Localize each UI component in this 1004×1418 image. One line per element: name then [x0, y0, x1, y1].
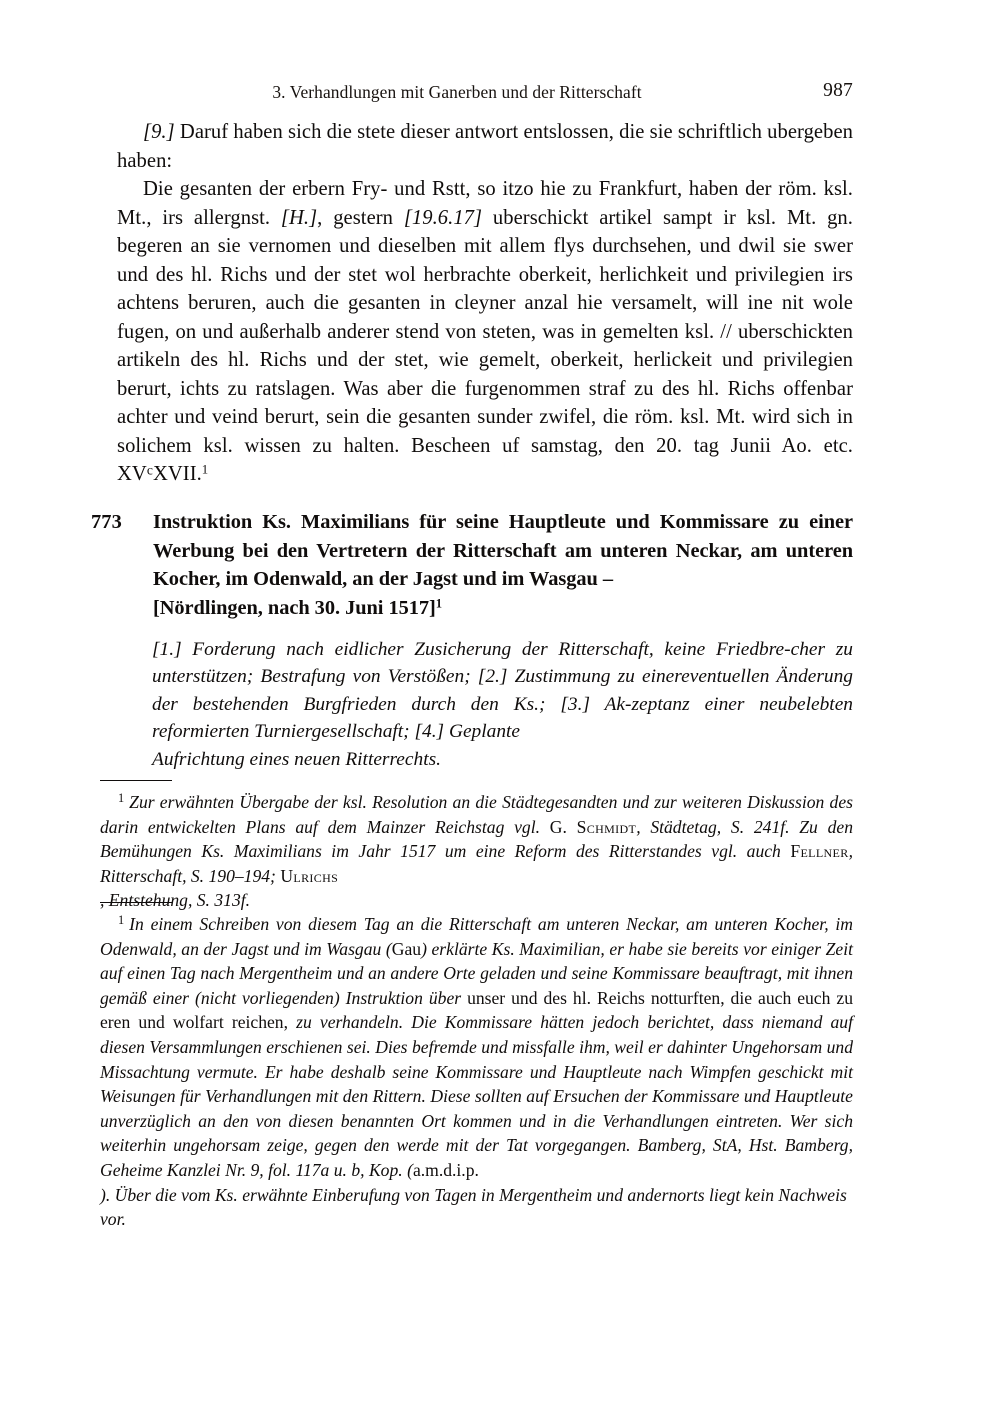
entry-title-line-2: einer Werbung bei den Vertretern der Ritterschaft am unteren Neckar,	[153, 511, 853, 562]
entry-title-line-4-wrap	[153, 594, 853, 623]
footnote-2-segment-4: ). Über die vom Ks. erwähnte Einberufung von Tagen in Mergentheim und andernorts liegt kein Nachweis vor.	[100, 1184, 847, 1230]
footnote-2-quoted-source-text: unser und des hl. Reichs notturften, die auch euch zu eren und wolfart reichen,	[100, 987, 853, 1033]
footnote-2-archival-abbreviation: a.m.d.i.p.	[412, 1159, 479, 1180]
body-paragraph-9	[117, 118, 853, 175]
body-text-part-c: uberschickt artikel sampt ir ksl. Mt. gn. begeren an sie vernomen und dieselben mit allem flys durchsehen, und dwil sie swer und des hl. Richs und der stet wol herbrachte oberkeit, herlichkeit und privilegien irs achtens beruren, auch die gesanten in cleyner anzal hie versamelt, will ine nit wole fugen, on und außerhalb anderer stend von steten, was in gemelten ksl. // uberschickten artikeln des hl. Richs und der stet, wie gemelt, oberkeit, herlickeit und privilegien berurt, ichts zu ratslagen. Was aber die furgenommen straf zu des hl. Richs offenbar achter und veind berurt, sein die gesanten sunder zwifel, die röm. ksl. Mt. wird sich in solichem ksl. wissen zu halten. Bescheen uf samstag, den 20. tag Junii Ao. etc. XV	[117, 206, 853, 485]
entry-number: 773	[91, 511, 122, 533]
footnote-1-segment-1: Zur erwähnten Übergabe der ksl. Resolution an die Städtegesandten und zur weiteren Diskussion des darin entwickelten Plans auf dem Mainzer Reichstag vgl.	[100, 792, 853, 837]
entry-title-line-1: Instruktion Ks. Maximilians für seine Hauptleute und Kommissare zu	[153, 511, 800, 533]
footnote-2	[100, 912, 853, 1232]
footnote-separator-rule-1	[100, 780, 172, 781]
entry-heading-773	[91, 508, 853, 622]
footnote-1	[100, 790, 853, 913]
footnote-1-marker: 1	[118, 790, 125, 805]
footnote-1-author-fellner: Fellner	[790, 841, 849, 862]
footnote-1-segment-4: , Entstehung, S. 313f.	[100, 890, 251, 911]
footnote-reference-body: 1	[201, 462, 209, 477]
entry-title-line-3: am unteren Kocher, im Odenwald, an der Jagst und im Wasgau –	[153, 539, 853, 591]
body-paragraph-9-text: Daruf haben sich die stete dieser antwort entslossen, die sie schriftlich ubergeben haben:	[117, 121, 853, 172]
entry-heading-row	[91, 508, 853, 622]
editorial-date-reference: [19.6.17]	[403, 206, 483, 229]
regest-line-5: Aufrichtung eines neuen Ritterrechts.	[152, 748, 441, 770]
regest-line-4: zeptanz einer neubelebten reformierten Turniergesellschaft; [4.] Geplante	[152, 693, 853, 743]
entry-regest	[152, 636, 853, 773]
editorial-insert-h: [H.]	[280, 206, 318, 229]
body-text-block	[117, 118, 853, 489]
footnote-1-initial-schmidt: G.	[549, 816, 567, 837]
running-head-title: 3. Verhandlungen mit Ganerben und der Ritterschaft	[272, 82, 642, 102]
regest-line-1: [1.] Forderung nach eidlicher Zusicherung der Ritterschaft, keine Friedbre-	[152, 639, 791, 660]
body-text-part-a: Die gesanten der erbern Fry- und Rstt, so itzo hie zu Frankfurt, haben der röm. ksl. Mt., irs allergnst.	[117, 178, 853, 229]
footnote-2-segment-1: In einem Schreiben von diesem Tag an die Ritterschaft am unteren Neckar, am unteren Kocher, im Odenwald, an der Jagst und im Wasgau (	[100, 914, 853, 959]
entry-title	[153, 508, 853, 622]
body-text-part-b: , gestern	[317, 206, 404, 229]
body-text-part-d: XVII.	[152, 463, 202, 485]
footnote-1-segment-3: , Ritterschaft, S. 190–194;	[100, 841, 853, 886]
regest-line-3: eventuellen Änderung der bestehenden Burgfrieden durch den Ks.; [3.] Ak-	[152, 666, 853, 715]
footnote-2-roman-gau: Gau	[391, 938, 422, 959]
footnote-2-segment-3: zu verhandeln. Die Kommissare hätten jedoch berichtet, dass niemand auf diesen Versammlungen erschienen sei. Dies befremde und missfalle ihm, weil er dahinter Ungehorsam und Missachtung vermute. Er habe deshalb seine Kommissare und Hauptleute nach Wimpfen geschickt mit Weisungen für Verhandlungen mit den Rittern. Diese sollten auf Ersuchen der Kommissare und Hauptleute unverzüglich an den von diesen benannten Ort kommen und in die Verhandlungen eintreten. Wer sich weiterhin ungehorsam zeige, gegen den werde mit der Tat vorgegangen. Bamberg, StA, Hst. Bamberg, Geheime Kanzlei Nr. 9, fol. 117a u. b, Kop. (	[100, 1012, 853, 1180]
footnote-reference-entry: 1	[435, 596, 443, 611]
footnote-1-segment-2: , Städtetag, S. 241f. Zu den Bemühungen Ks. Maximilians im Jahr 1517 um eine Reform des Ritterstandes vgl. auch	[100, 816, 853, 862]
regest-line-2: cher zu unterstützen; Bestrafung von Verstößen; [2.] Zustimmung zu einer	[152, 639, 853, 688]
roman-numeral-superscript-c: c	[146, 462, 153, 478]
footnote-1-author-schmidt: Schmidt	[576, 816, 637, 837]
footnote-2-marker: 1	[118, 912, 125, 927]
entry-title-line-4: [Nördlingen, nach 30. Juni 1517]	[153, 596, 436, 619]
page-number: 987	[823, 80, 853, 101]
footnote-2-segment-2: ) erklärte Ks. Maximilian, er habe sie bereits vor einiger Zeit auf einen Tag nach Mergentheim und an andere Orte geladen und seine Kommissare beauftragt, mit ihnen gemäß einer (nicht vorliegenden) Instruktion über	[100, 938, 853, 1008]
footnote-1-author-ulrichs: Ulrichs	[280, 865, 339, 886]
running-head	[117, 80, 853, 104]
footnote-separator-rule-2	[100, 902, 172, 903]
body-paragraph-main	[117, 175, 853, 489]
section-marker-9: [9.]	[143, 121, 175, 143]
